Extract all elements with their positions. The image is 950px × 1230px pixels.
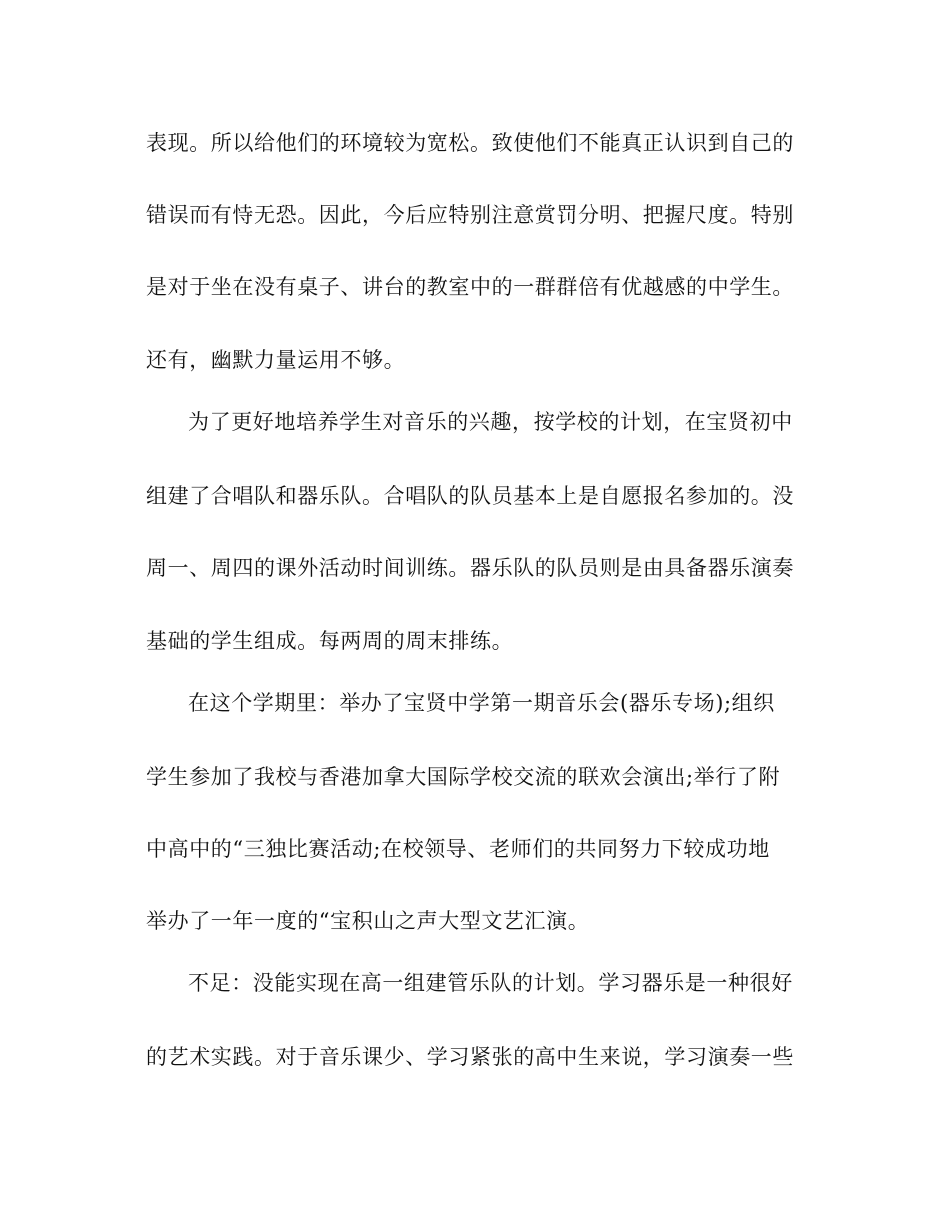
text-line: 的艺术实践。对于音乐课少、学习紧张的高中生来说，学习演奏一些 <box>146 1045 794 1069</box>
paragraph-first-line: 不足：没能实现在高一组建管乐队的计划。学习器乐是一种很好 <box>188 971 793 995</box>
text-line: 周一、周四的课外活动时间训练。器乐队的队员则是由具备器乐演奏 <box>146 556 794 580</box>
text-line: 学生参加了我校与香港加拿大国际学校交流的联欢会演出;举行了附 <box>146 765 781 789</box>
text-line: 组建了合唱队和器乐队。合唱队的队员基本上是自愿报名参加的。没 <box>146 484 794 508</box>
text-line: 举办了一年一度的“宝积山之声大型文艺汇演。 <box>146 909 590 933</box>
text-line: 基础的学生组成。每两周的周末排练。 <box>146 629 514 653</box>
paragraph-first-line: 在这个学期里：举办了宝贤中学第一期音乐会(器乐专场);组织 <box>188 691 775 715</box>
text-line: 中高中的“三独比赛活动;在校领导、老师们的共同努力下较成功地 <box>146 837 770 861</box>
text-line: 是对于坐在没有桌子、讲台的教室中的一群群倍有优越感的中学生。 <box>146 275 794 299</box>
text-line: 错误而有恃无恐。因此，今后应特别注意赏罚分明、把握尺度。特别 <box>146 203 794 227</box>
paragraph-first-line: 为了更好地培养学生对音乐的兴趣，按学校的计划，在宝贤初中 <box>188 410 793 434</box>
text-line: 还有，幽默力量运用不够。 <box>146 348 406 372</box>
text-line: 表现。所以给他们的环境较为宽松。致使他们不能真正认识到自己的 <box>146 131 794 155</box>
